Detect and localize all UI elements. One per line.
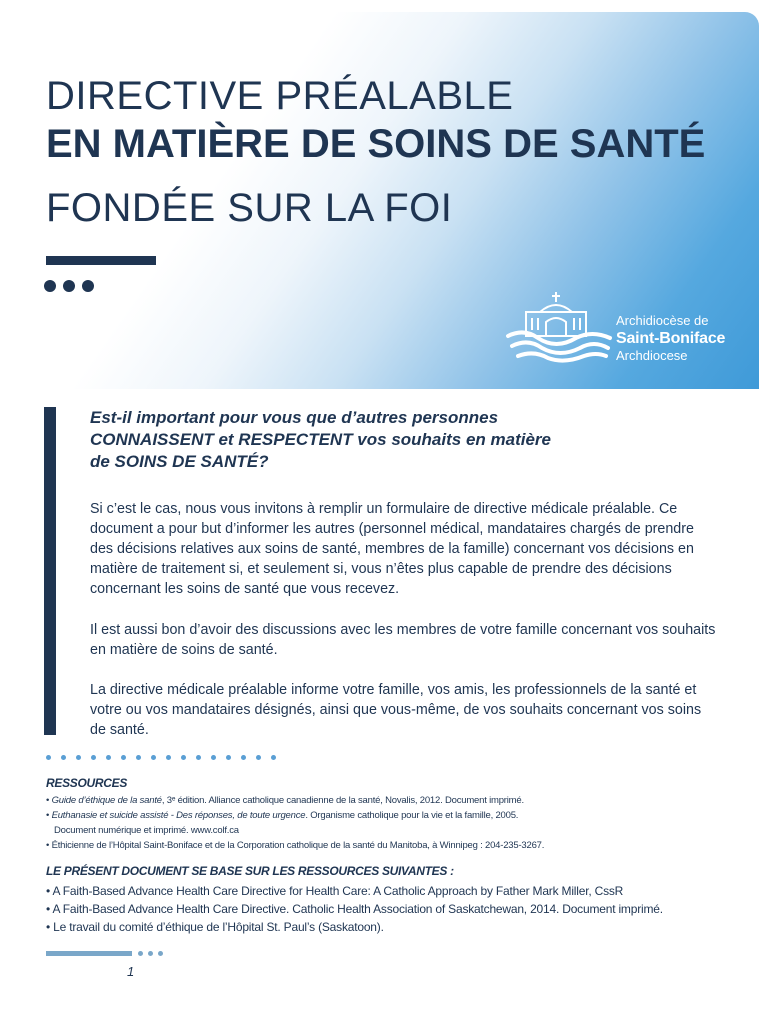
logo-line-3: Archdiocese [616, 348, 688, 363]
logo-line-2: Saint-Boniface [616, 330, 726, 347]
based-on-list [46, 882, 746, 936]
intro-question [90, 407, 730, 473]
intro-paragraph-3: La directive médicale préalable informe votre famille, vos amis, les professionnels de la santé et votre ou vos mandataires désignés, ainsi que vous-même, de vos souhaits concernant vos soins de santé. [90, 682, 702, 738]
logo-text [616, 313, 725, 364]
list-item: • Éthicienne de l’Hôpital Saint-Boniface et de la Corporation catholique de la santé du Manitoba, à Winnipeg : 204-235-3267. [46, 840, 545, 851]
title-line-3: FONDÉE SUR LA FOI [46, 186, 453, 230]
title-underline-bar [46, 256, 156, 265]
logo-line-1: Archidiocèse de [616, 313, 709, 328]
list-item: • A Faith-Based Advance Health Care Directive. Catholic Health Association of Saskatchewan, 2014. Document imprimé. [46, 902, 663, 916]
based-on-title: LE PRÉSENT DOCUMENT SE BASE SUR LES RESSOURCES SUIVANTES : [46, 864, 454, 878]
list-item: • Le travail du comité d’éthique de l’Hôpital St. Paul’s (Saskatoon). [46, 920, 384, 934]
section-vertical-bar [44, 407, 56, 735]
list-item: Document numérique et imprimé. www.colf.ca [54, 825, 239, 836]
title-dots-decoration [44, 280, 94, 292]
intro-paragraph-1: Si c’est le cas, nous vous invitons à remplir un formulaire de directive médicale préalable. Ce document a pour but d’informer les autres (personnel médical, mandataires chargés de prendre des décisions relatives aux soins de santé, membres de la famille) concernant vos décisions en matière de traitement si, et seulement si, vous n’êtes plus capable de prendre des décisions concernant les soins de santé que vous recevez. [90, 501, 694, 597]
resources-title: RESSOURCES [46, 776, 128, 790]
list-item: • Euthanasie et suicide assisté - Des réponses, de toute urgence. Organisme catholique pour la vie et la famille, 2005. [46, 810, 519, 821]
list-item: • A Faith-Based Advance Health Care Directive for Health Care: A Catholic Approach by Father Mark Miller, CssR [46, 884, 624, 898]
page-number: 1 [127, 964, 135, 979]
intro-question-line: CONNAISSENT et RESPECTENT vos souhaits en matière [90, 430, 551, 449]
dotted-divider [46, 755, 276, 760]
title-line-2: EN MATIÈRE DE SOINS DE SANTÉ [46, 122, 706, 166]
cathedral-waves-logo-icon [504, 290, 614, 365]
intro-question-line: de SOINS DE SANTÉ? [90, 452, 269, 471]
intro-paragraph-2: Il est aussi bon d’avoir des discussions avec les membres de votre famille concernant vos souhaits en matière de soins de santé. [90, 622, 716, 658]
list-item: • Guide d’éthique de la santé, 3ᵉ édition. Alliance catholique canadienne de la santé, Novalis, 2012. Document imprimé. [46, 795, 524, 806]
footer-dots [138, 951, 163, 956]
intro-question-line: Est-il important pour vous que d’autres personnes [90, 408, 499, 427]
resources-list [46, 793, 746, 853]
title-line-1: DIRECTIVE PRÉALABLE [46, 74, 514, 118]
footer-bar [46, 951, 132, 956]
archdiocese-logo [504, 290, 744, 365]
